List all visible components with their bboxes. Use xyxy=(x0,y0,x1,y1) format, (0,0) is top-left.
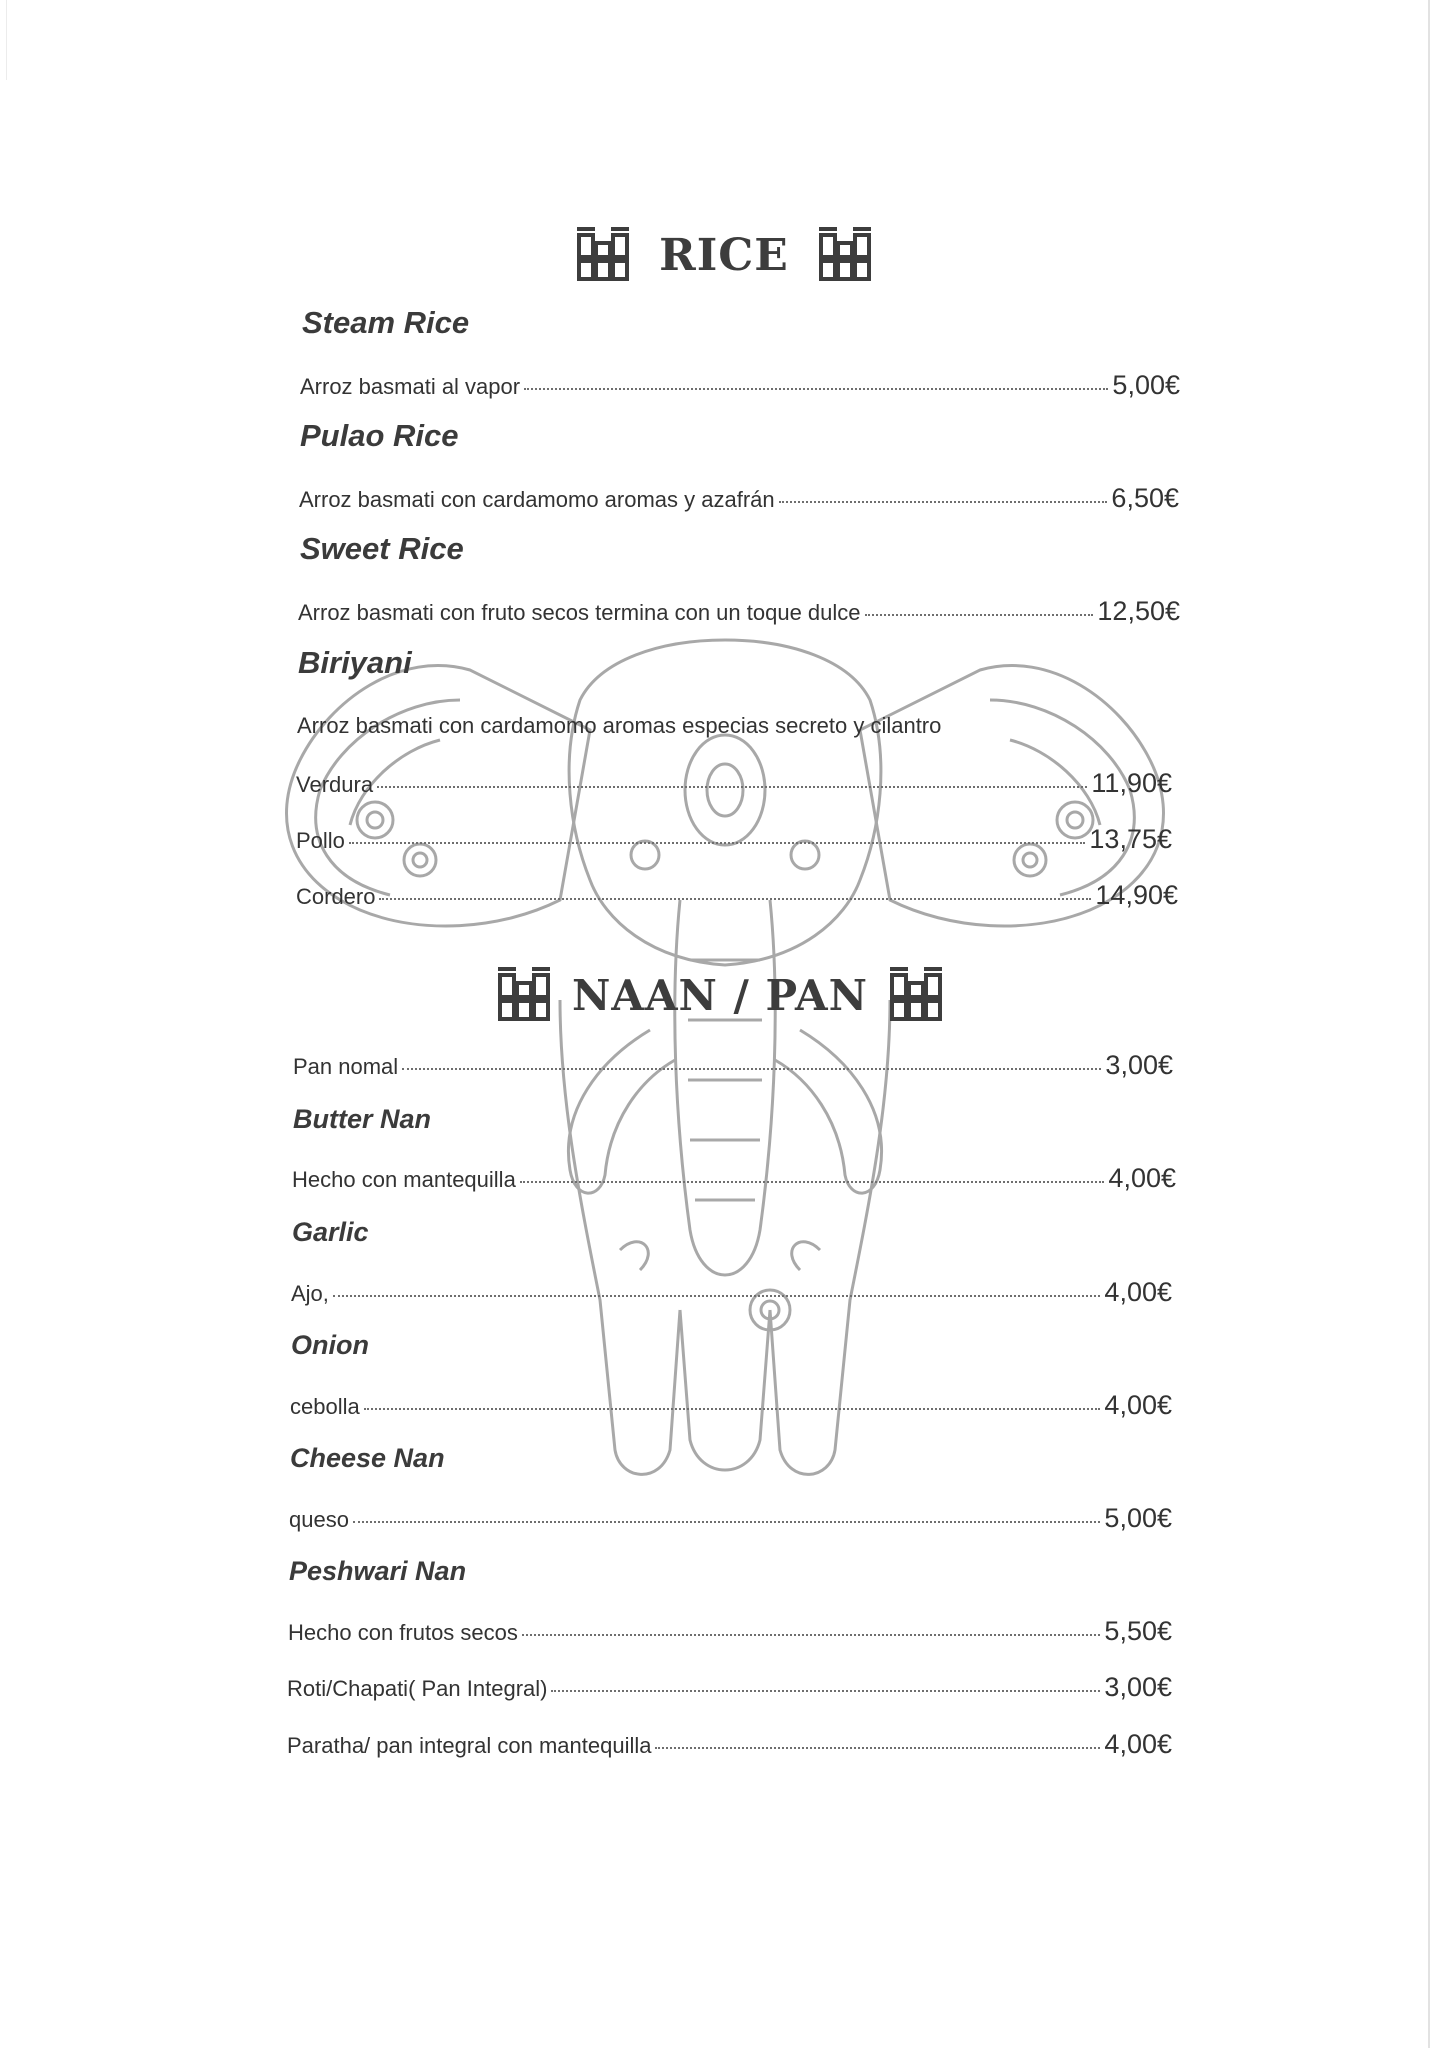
item-price: 13,75€ xyxy=(1089,824,1172,854)
item-description: Cordero xyxy=(296,884,376,909)
lantern-ornament-icon xyxy=(817,225,873,285)
item-price: 4,00€ xyxy=(1104,1277,1172,1307)
dot-leader xyxy=(402,1068,1101,1070)
item-description: cebolla xyxy=(290,1394,360,1419)
onion-heading: Onion xyxy=(291,1330,369,1360)
dot-leader xyxy=(333,1295,1101,1297)
item-description: Verdura xyxy=(296,772,374,797)
item-description: Arroz basmati con cardamomo aromas y azafrán xyxy=(299,487,775,512)
cheese-nan-item xyxy=(289,1503,1172,1534)
plain-naan-item xyxy=(293,1050,1173,1081)
item-description: Hecho con frutos secos xyxy=(288,1620,518,1645)
lantern-ornament-icon xyxy=(496,965,552,1025)
dot-leader xyxy=(779,501,1108,503)
item-description: Hecho con mantequilla xyxy=(292,1167,516,1192)
item-price: 14,90€ xyxy=(1095,880,1178,910)
sweet-rice-item xyxy=(298,596,1180,627)
item-description: Paratha/ pan integral con mantequilla xyxy=(287,1733,652,1758)
item-price: 5,00€ xyxy=(1104,1503,1172,1533)
item-description: Arroz basmati con fruto secos termina con un toque dulce xyxy=(298,600,861,625)
item-price: 11,90€ xyxy=(1091,768,1172,798)
item-description: Roti/Chapati( Pan Integral) xyxy=(287,1676,548,1701)
dot-leader xyxy=(377,786,1087,788)
item-description: Ajo, xyxy=(291,1281,329,1306)
lantern-ornament-icon xyxy=(888,965,944,1025)
item-description: Pollo xyxy=(296,828,345,853)
dot-leader xyxy=(655,1747,1100,1749)
item-price: 5,00€ xyxy=(1112,370,1180,400)
butter-nan-heading: Butter Nan xyxy=(293,1104,432,1134)
biriyani-heading: Biriyani xyxy=(298,645,412,680)
dot-leader xyxy=(364,1408,1101,1410)
biriyani-description xyxy=(297,713,1179,739)
pulao-rice-item xyxy=(299,483,1179,514)
item-description: Arroz basmati al vapor xyxy=(300,374,521,399)
item-price: 4,00€ xyxy=(1108,1163,1176,1193)
item-price: 5,50€ xyxy=(1104,1616,1172,1646)
paratha-item xyxy=(287,1729,1172,1760)
item-price: 4,00€ xyxy=(1104,1729,1172,1759)
dot-leader xyxy=(865,614,1094,616)
onion-item xyxy=(290,1390,1172,1421)
item-price: 4,00€ xyxy=(1104,1390,1172,1420)
rice-section-header xyxy=(0,222,1448,288)
item-price: 3,00€ xyxy=(1104,1672,1172,1702)
naan-section-title: NAAN / PAN xyxy=(571,970,869,1020)
dot-leader xyxy=(522,1634,1101,1636)
dot-leader xyxy=(551,1690,1100,1692)
dot-leader xyxy=(353,1521,1100,1523)
rice-section-title: RICE xyxy=(659,229,789,281)
garlic-heading: Garlic xyxy=(292,1217,369,1247)
biriyani-option-row xyxy=(296,768,1172,799)
item-description: queso xyxy=(289,1507,349,1532)
steam-rice-item xyxy=(300,370,1180,401)
item-price: 6,50€ xyxy=(1111,483,1179,513)
roti-chapati-item xyxy=(287,1672,1172,1703)
item-price: 12,50€ xyxy=(1097,596,1180,626)
pulao-rice-heading: Pulao Rice xyxy=(300,418,459,453)
steam-rice-heading: Steam Rice xyxy=(302,305,470,340)
dot-leader xyxy=(520,1181,1105,1183)
peshwari-nan-item xyxy=(288,1616,1172,1647)
naan-section-header xyxy=(470,962,970,1028)
butter-nan-item xyxy=(292,1163,1176,1194)
item-description: Arroz basmati con cardamomo aromas especias secreto y cilantro xyxy=(297,713,942,738)
peshwari-nan-heading: Peshwari Nan xyxy=(289,1556,467,1586)
item-price: 3,00€ xyxy=(1105,1050,1173,1080)
cheese-nan-heading: Cheese Nan xyxy=(290,1443,445,1473)
biriyani-option-row xyxy=(296,880,1178,911)
dot-leader xyxy=(524,388,1108,390)
lantern-ornament-icon xyxy=(575,225,631,285)
biriyani-option-row xyxy=(296,824,1172,855)
sweet-rice-heading: Sweet Rice xyxy=(300,531,464,566)
item-description: Pan nomal xyxy=(293,1054,399,1079)
dot-leader xyxy=(349,842,1085,844)
dot-leader xyxy=(379,898,1091,900)
garlic-item xyxy=(291,1277,1172,1308)
